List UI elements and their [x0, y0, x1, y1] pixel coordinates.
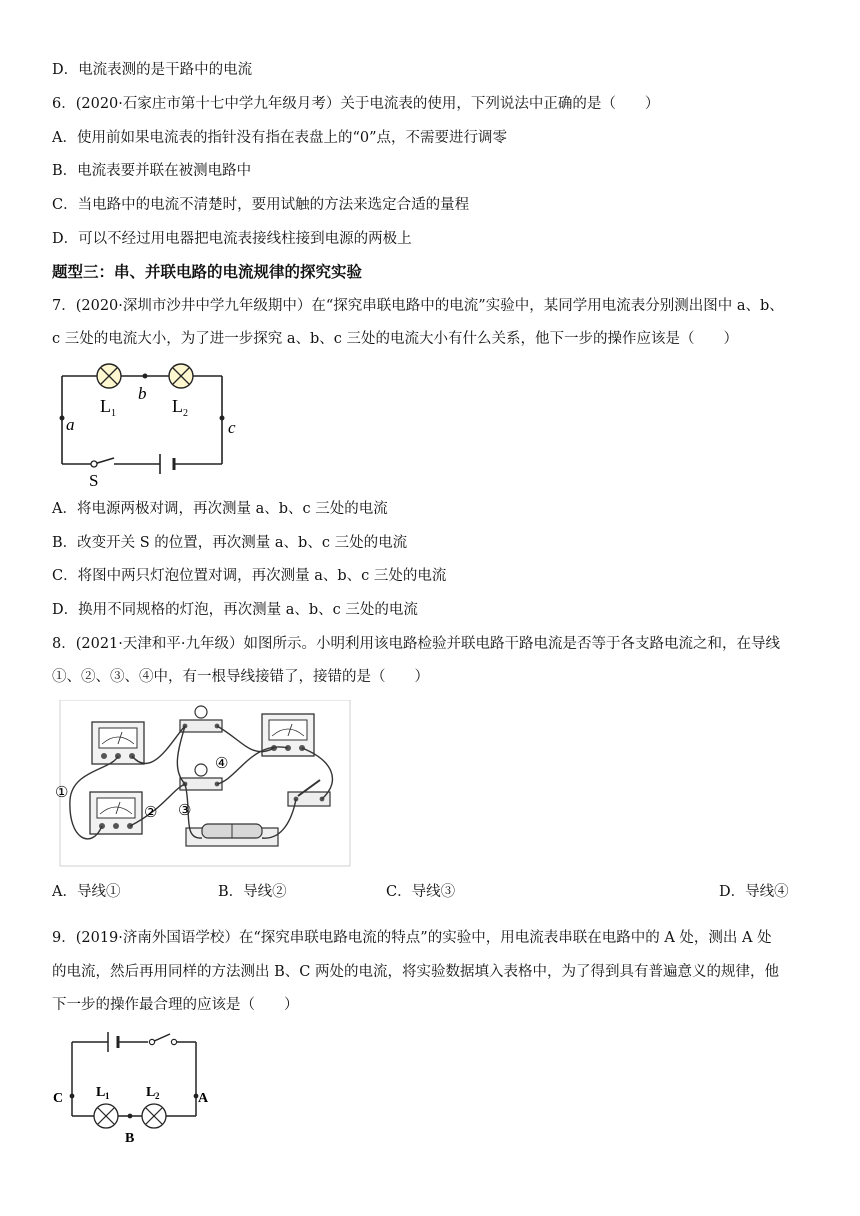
- label-l2-sub: 2: [155, 1091, 160, 1101]
- section-heading: 题型三：串、并联电路的电流规律的探究实验: [52, 263, 363, 281]
- lamp-l1-icon: [97, 364, 121, 388]
- battery-icon: [108, 1032, 118, 1052]
- q7-circuit-diagram: [52, 360, 252, 490]
- label-c: c: [228, 418, 236, 437]
- q6-option-c: C．当电路中的电流不清楚时，要用试触的方法来选定合适的量程: [52, 197, 470, 213]
- battery-icon: [160, 454, 174, 474]
- q7-option-d: D．换用不同规格的灯泡，再次测量 a、b、c 三处的电流: [52, 602, 418, 618]
- label-b: b: [138, 384, 147, 403]
- q8-apparatus-photo: [52, 700, 352, 868]
- q8-option-c: C．导线③: [386, 884, 456, 900]
- label-a: a: [66, 415, 75, 434]
- label-s: S: [89, 471, 99, 490]
- label-b: B: [125, 1131, 135, 1146]
- q8-stem-line2: ①、②、③、④中，有一根导线接错了，接错的是（ ）: [52, 669, 429, 685]
- label-wire-1: ①: [55, 785, 69, 801]
- label-l1-sub: 1: [105, 1091, 110, 1101]
- label-wire-4: ④: [215, 756, 229, 772]
- q9-stem-line2: 的电流，然后再用同样的方法测出 B、C 两处的电流，将实验数据填入表格中，为了得到具有普遍意义的规律，他: [52, 964, 779, 980]
- switch-icon: [149, 1039, 176, 1044]
- q8-stem-line1: 8．(2021·天津和平·九年级）如图所示。小明利用该电路检验并联电路干路电流是否等于各支路电流之和，在导线: [52, 636, 780, 652]
- q7-option-b: B．改变开关 S 的位置，再次测量 a、b、c 三处的电流: [52, 535, 408, 551]
- q9-circuit-diagram: [50, 1030, 220, 1150]
- label-wire-2: ②: [144, 805, 158, 821]
- label-l1: L: [100, 396, 111, 416]
- label-l1-sub: 1: [111, 408, 116, 419]
- q6-stem: 6．(2020·石家庄市第十七中学九年级月考）关于电流表的使用，下列说法中正确的是（ ）: [52, 96, 660, 112]
- lamp-l2-icon: [142, 1104, 166, 1128]
- label-wire-3: ③: [178, 803, 192, 819]
- label-c: C: [53, 1091, 64, 1106]
- q5-option-d: D．电流表测的是干路中的电流: [52, 62, 253, 78]
- q8-option-a: A．导线①: [52, 884, 121, 900]
- q7-stem-line2: c 三处的电流大小，为了进一步探究 a、b、c 三处的电流大小有什么关系，他下一步的操作应该是（ ）: [52, 331, 738, 347]
- q6-option-b: B．电流表要并联在被测电路中: [52, 163, 252, 179]
- label-l2: L: [172, 396, 183, 416]
- q8-option-d: D．导线④: [719, 884, 789, 900]
- q7-stem-line1: 7．(2020·深圳市沙井中学九年级期中）在“探究串联电路中的电流”实验中，某同学用电流表分别测出图中 a、b、: [52, 298, 784, 314]
- q8-option-b: B．导线②: [218, 884, 287, 900]
- ammeter-icon: [92, 722, 144, 764]
- q6-option-d: D．可以不经过用电器把电流表接线柱接到电源的两极上: [52, 231, 412, 247]
- label-l1: L: [96, 1085, 106, 1100]
- q7-option-a: A．将电源两极对调，再次测量 a、b、c 三处的电流: [52, 501, 388, 517]
- q7-option-c: C．将图中两只灯泡位置对调，再次测量 a、b、c 三处的电流: [52, 568, 447, 584]
- switch-icon: [91, 461, 97, 467]
- lamp-l1-icon: [94, 1104, 118, 1128]
- q6-option-a: A．使用前如果电流表的指针没有指在表盘上的“0”点，不需要进行调零: [52, 130, 508, 146]
- label-a: A: [198, 1091, 209, 1106]
- q9-stem-line3: 下一步的操作最合理的应该是（ ）: [52, 997, 299, 1013]
- lamp-l2-icon: [169, 364, 193, 388]
- q9-stem-line1: 9．(2019·济南外国语学校）在“探究串联电路电流的特点”的实验中，用电流表串联在电路中的 A 处，测出 A 处: [52, 930, 772, 946]
- ammeter-icon: [90, 792, 142, 834]
- label-l2: L: [146, 1085, 156, 1100]
- label-l2-sub: 2: [183, 408, 188, 419]
